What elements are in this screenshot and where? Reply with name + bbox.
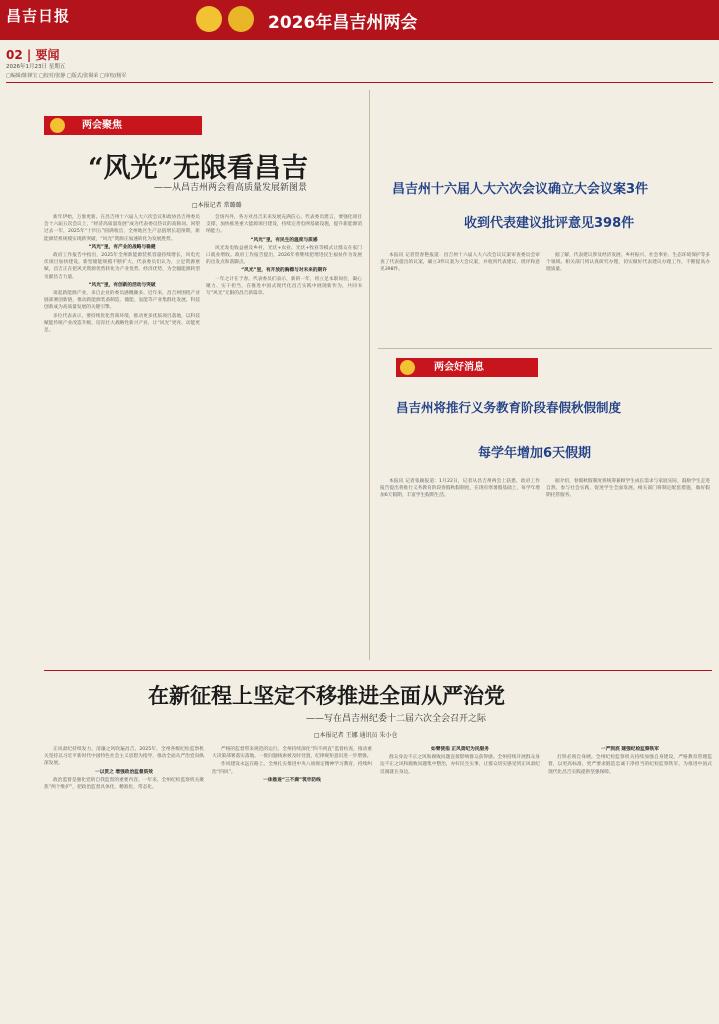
article-column: 一严到底 建强纪检监察铁军 打铁必须自身硬。全州纪检监察机关持续加强自身建设，严格教育管理监督，以更高标准、更严要求锻造忠诚干净担当的纪检监察铁军，为推进中国式现代化昌吉实践提供坚强保障。 xyxy=(548,747,712,775)
headline-fengguang: “风光”无限看昌吉 xyxy=(88,153,309,184)
page-date: 2026年1月23日 星期五 xyxy=(6,64,66,70)
section-divider xyxy=(378,348,712,349)
masthead xyxy=(0,0,719,40)
article-column: 严格的监督带来规范的运行。全州持续深化“四不两直”监督检查，推动重大决策部署落实落地。一批问题线索被及时处置，纪律规矩意识进一步增强。 作风建设永远在路上。全州扎实推进中央八项规定精神学习教育，持续纠治“四风”。 一体推进“三不腐”筑牢防线 xyxy=(212,747,372,783)
byline-party-discipline: □本报记者 王娜 通讯员 朱小仓 xyxy=(314,732,398,739)
page-editors: □编辑/陈锋宝 □校对/张静 □版式/张锡荣 □审校/杨军 xyxy=(6,73,127,79)
headline-party-discipline: 在新征程上坚定不移推进全面从严治党 xyxy=(148,683,505,708)
headline-spring-autumn-break: 昌吉州将推行义务教育阶段春假秋假制度 xyxy=(396,400,622,415)
section-banner-focus: 两会聚焦 xyxy=(44,116,202,135)
article-column: 正风肃纪持续发力，清廉之风吹遍昌吉。2025年，全州各级纪检监察机关坚持以习近平新时代中国特色社会主义思想为指导，推动全面从严治党向纵深发展。 一以贯之 增强政治监督质效 政治监督是强化党的自我监督的重要内容。一年来，全州纪检监察机关聚焦“两个维护”，把政治监督具体化、精准化、常态化。 xyxy=(44,747,204,791)
byline-fengguang: □本报记者 常璐璐 xyxy=(192,202,242,209)
headline-six-days: 每学年增加6天假期 xyxy=(478,446,592,461)
section-banner-good-news: 两会好消息 xyxy=(396,358,538,377)
article-column: 据介绍，春假秋假制度将统筹兼顾学生成长需求与家庭实际，鼓励学生走进自然、参与社会实践，促进学生全面发展。相关部门将制定配套措施，做好假期托管服务。 xyxy=(546,479,710,499)
flag-emblem-icon xyxy=(228,6,254,32)
article-column: 本报讯 记者贺春艳报道：昌吉州十六届人大六次会议议案审查委员会审查了代表提出的议案，确立3件议案为大会议案，并收到代表建议、批评和意见398件。 xyxy=(380,253,540,273)
headline-proposals: 昌吉州十六届人大六次会议确立大会议案3件 xyxy=(392,182,649,197)
subheadline-fengguang: ——从昌吉州两会看高质量发展新图景 xyxy=(154,183,308,193)
subheadline-party-discipline: ——写在昌吉州纪委十二届六次全会召开之际 xyxy=(306,714,487,724)
emblem-icon xyxy=(50,118,65,133)
newspaper-logo: 昌吉日报 xyxy=(6,7,71,25)
headline-suggestions: 收到代表建议批评意见398件 xyxy=(464,216,635,231)
article-column: 本报讯 记者张颖报道：1月22日，记者从昌吉州两会上获悉，政府工作报告提出将推行义务教育阶段春假秋假制度，在现有寒暑假基础上，每学年增加6天假期，丰富学生假期生活。 xyxy=(380,479,540,499)
section-divider xyxy=(44,670,712,671)
emblem-icon xyxy=(400,360,415,375)
article-column: 据了解，代表建议涉及经济发展、乡村振兴、社会事业、生态环境保护等多个领域。相关部门将认真研究办理，切实做好代表建议办理工作，不断提高办理质量。 xyxy=(546,253,710,273)
masthead-title: 2026年昌吉州两会 xyxy=(268,13,418,33)
article-column: 如臂使指 正风肃纪为民服务 群众身边不正之风和腐败问题直接影响群众获得感。全州持续开展群众身边不正之风和腐败问题集中整治，办好民生实事，让群众切实感受到正风肃纪反腐就在身边。 xyxy=(380,747,540,775)
party-emblem-icon xyxy=(196,6,222,32)
article-column: 新年伊始，万象更新。在昌吉州十六届人大六次会议和政协昌吉州委员会十六届五次会议上，“经济高质量发展”成为代表委员热议的高频词。回望过去一年，2025年“十四五”圆满收官，全州地区生产总值增长超预期，新能源装机规模实现新突破，“风光”资源正加速转化为发展胜势。 “风光”里，有产业的战略与稳健 政府工作报告中指出，2025年全州新能源装机容量持续增长，风电光伏项目加快建设，新型储能规模不断扩大。代表委员们认为，立足资源禀赋，昌吉正在把风光资源优势转化为产业优势、经济优势，为全疆能源转型贡献昌吉力量。 “风光”里，有创新的活动与突破 谈起新能源产业，来自企业的委员感慨颇多。近年来，昌吉州围绕产业链部署创新链，推动新能源装备制造、储能、氢能等产业集群化发展，科技创新成为高质量发展的关键引擎。 多位代表表示，要持续优化营商环境，推动更多优质项目落地，以科技赋能传统产业改造升级，培育壮大战略性新兴产业，让“风光”更亮、动能更足。 xyxy=(44,215,200,334)
article-column: 会场内外，各方对昌吉未来发展充满信心。代表委员建言，要强化项目支撑，加快推进重大能源项目建设，持续完善电网基础设施，提升新能源消纳能力。 “风光”里，有民生的温度与质感 风光发电收益惠及乡村，光伏+农业、光伏+牧业等模式让群众在家门口就业增收。政府工作报告提出，2026年将继续把增进民生福祉作为发展的出发点和落脚点。 “风光”里，有开放的胸襟与对未来的期许 一年之计在于春。代表委员们表示，新的一年，将立足本职岗位，凝心聚力、实干担当，在推进中国式现代化昌吉实践中展现新作为，共同书写“风光”无限的昌吉新篇章。 xyxy=(206,215,362,297)
page-number: 02 | 要闻 xyxy=(6,48,60,62)
header-rule xyxy=(6,82,713,83)
column-divider xyxy=(369,90,370,660)
